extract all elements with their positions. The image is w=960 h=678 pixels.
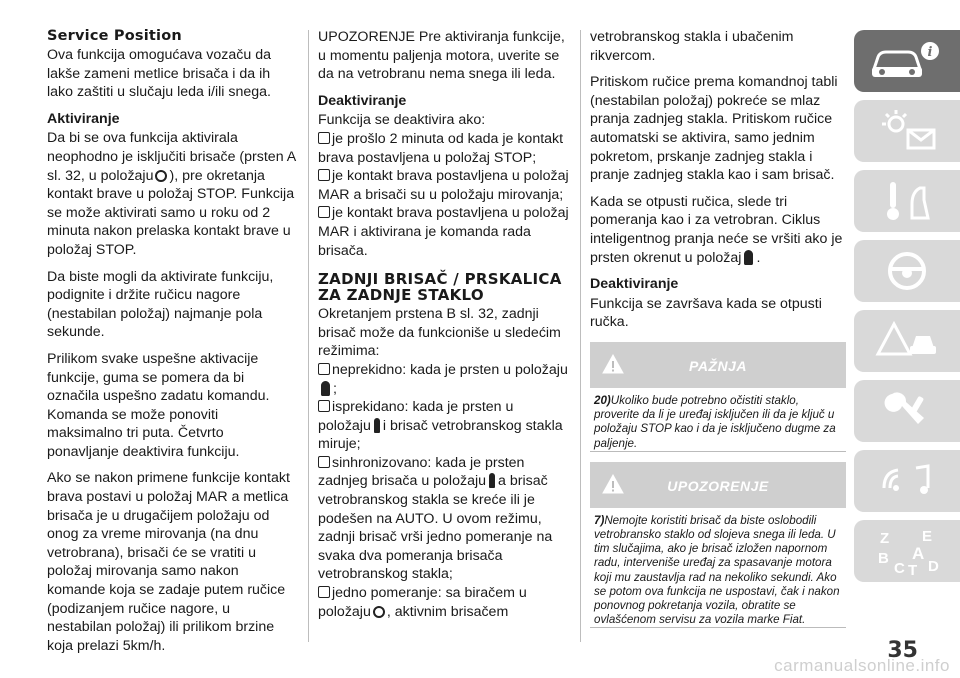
tab-tools[interactable] xyxy=(854,380,960,442)
paragraph: Pritiskom ručice prema komandnoj tabli (nestabilan položaj) pokreće se mlaz pranja zadnjeg stakla. Pritiskom ručice automatski se aktivira, samo jednim pokretom, prskanje zadnjeg stakla i pranje zadnjeg stakla kao i sam brisač. xyxy=(590,74,838,184)
sync-position-icon xyxy=(489,473,495,488)
chapter-tabs xyxy=(854,30,960,590)
bullet-icon xyxy=(318,206,330,218)
paragraph: Da biste mogli da aktivirate funkciju, podignite i držite ručicu nagore (nestabilan položaj) najmanje pola sekunde. xyxy=(47,268,274,341)
paragraph: Funkcija se završava kada se otpusti ručka. xyxy=(590,295,822,331)
page-number: 35 xyxy=(887,638,918,663)
intermittent-position-icon xyxy=(374,418,380,433)
warning-triangle-icon xyxy=(868,318,946,364)
svg-text:Z: Z xyxy=(880,530,890,547)
ring-position-icon xyxy=(373,606,385,618)
continuous-position-icon xyxy=(321,381,330,396)
svg-text:C: C xyxy=(894,560,905,577)
paragraph: Funkcija se deaktivira ako: xyxy=(318,112,486,129)
tab-index[interactable] xyxy=(854,520,960,582)
left-column xyxy=(47,28,297,663)
tab-key-seat[interactable] xyxy=(854,170,960,232)
paragraph: Ova funkcija omogućava vozaču da lakše zameni metlice brisača i da ih lako zaštiti u slučaju leda i/ili snega. xyxy=(47,47,271,101)
ring-position-icon xyxy=(155,170,167,182)
subheading-deaktiviranje: Deaktiviranje xyxy=(318,92,407,109)
warning-body: 7)Nemojte koristiti brisač da biste oslobodili vetrobransko staklo od slojeva snega ili leda. U tim slučajima, ako je brisač izložen napornom radu, interveniše uređaj za spasavanje motora koji mu zaustavlja rad na nekoliko sekundi. Ako se potom ova funkcija ne uspostavi, čak i nakon ponovnog pokretanja vozila, obratite se ovlašćenom servisu za vozila marke Fiat. xyxy=(590,508,846,629)
paragraph: Prilikom svake uspešne aktivacije funkcije, guma se pomera da bi označila uspešno zadatu komandu. Komanda se može ponoviti maksimalno tri puta. Četvrto ponavljanje deaktivira funkciju. xyxy=(47,350,270,460)
subheading-aktiviranje: Aktiviranje xyxy=(47,110,120,127)
key-seat-icon xyxy=(868,178,946,224)
paragraph: vetrobranskog stakla i ubačenim rikvercom. xyxy=(590,29,794,64)
section-title-rear-wiper: ZADNJI BRISAČ / PRSKALICA ZA ZADNJE STAKLO xyxy=(318,270,562,304)
tab-car-info[interactable] xyxy=(854,30,960,92)
steering-wheel-icon xyxy=(868,248,946,294)
warning-header xyxy=(590,462,846,508)
bullet-icon xyxy=(318,456,330,468)
paragraph: Ako se nakon primene funkcije kontakt brava postavi u položaj MAR a metlica brisača je u drugačijem položaju od onog za vreme mirovanja (na dnu vetrobrana), brisači će se vratiti u položaj mirovanja samo nakon komande koja se zadaje putem ručice (podizanjem ručice nagore, u nestabilan položaj) ili prilikom brzine koja prelazi 5km/h. xyxy=(47,470,290,654)
paragraph: Kada se otpusti ručica, slede tri pomeranja kao i za vetrobran. Ciklus inteligentnog pranja neće se vršiti ako je prsten okrenut u položaj . xyxy=(590,193,843,266)
media-icon xyxy=(868,458,946,504)
right-column xyxy=(590,28,846,628)
warning-title: UPOZORENJE xyxy=(667,477,769,494)
index-letters-icon xyxy=(868,525,946,577)
subheading-deaktiviranje: Deaktiviranje xyxy=(590,276,679,293)
bullet-icon xyxy=(318,132,330,144)
tab-media[interactable] xyxy=(854,450,960,512)
bullet-icon xyxy=(318,363,330,375)
car-info-icon xyxy=(868,39,946,83)
tab-warning-lights[interactable] xyxy=(854,100,960,162)
svg-text:B: B xyxy=(878,550,889,567)
paragraph: UPOZORENJE Pre aktiviranja funkcije, u momentu paljenja motora, uverite se da na vetrobranu nema snega ili leda. xyxy=(318,29,565,83)
svg-text:i: i xyxy=(927,45,933,60)
note-title: PAŽNJA xyxy=(689,357,747,374)
list-item: je prošlo 2 minuta od kada je kontakt brava postavljena u položaj STOP; xyxy=(318,130,564,166)
list-item: jedno pomeranje: sa biračem u položaju , aktivnim brisačem xyxy=(318,585,527,620)
watermark: carmanualsonline.info xyxy=(774,656,950,675)
tools-icon xyxy=(868,388,946,434)
paragraph: Da bi se ova funkcija aktivirala neophodno je isključiti brisače (prsten A sl. 32, u položaju ), pre okretanja kontakt brave u položaj STOP. Funkcija se može aktivirati samo u roku od 2 minuta nakon prelaska kontakt brave u položaj STOP. xyxy=(47,130,296,258)
bullet-icon xyxy=(318,586,330,598)
list-item: sinhronizovano: kada je prsten zadnjeg brisača u položaju a brisač vetrobranskog stakla se kreće ili je podešen na AUTO. U ovom režimu, zadnji brisač vrši jedno pomeranje na svaka dva pomeranja brisača vetrobranskog stakla; xyxy=(318,454,553,583)
middle-column xyxy=(318,28,570,621)
warning-note xyxy=(590,462,846,629)
warning-lights-icon xyxy=(868,108,946,154)
column-divider xyxy=(308,30,309,642)
tab-emergency[interactable] xyxy=(854,310,960,372)
svg-text:D: D xyxy=(928,558,939,575)
continuous-position-icon xyxy=(744,250,753,265)
list-item: isprekidano: kada je prsten u položaju i brisač vetrobranskog stakla miruje; xyxy=(318,399,563,453)
note-header xyxy=(590,342,846,388)
bullet-icon xyxy=(318,400,330,412)
section-title-service-position: Service Position xyxy=(47,28,182,44)
list-item: neprekidno: kada je prsten u položaju; xyxy=(318,361,570,398)
svg-text:T: T xyxy=(908,562,918,577)
list-item: je kontakt brava postavljena u položaj MAR a brisači su u položaju mirovanja; xyxy=(318,168,569,203)
paragraph: Okretanjem prstena B sl. 32, zadnji brisač može da funkcioniše u sledećim režimima: xyxy=(318,306,561,360)
column-divider xyxy=(580,30,581,642)
svg-text:E: E xyxy=(922,528,933,545)
list-item: je kontakt brava postavljena u položaj MAR i aktivirana je komanda rada brisača. xyxy=(318,205,569,259)
note-body: 20)Ukoliko bude potrebno očistiti staklo, proverite da li je uređaj isključen ili da je ključ u položaju STOP kao i da je isključeno dugme za paljenje. xyxy=(590,388,846,452)
attention-note xyxy=(590,342,846,452)
svg-text:A: A xyxy=(912,544,925,563)
bullet-icon xyxy=(318,169,330,181)
tab-steering[interactable] xyxy=(854,240,960,302)
